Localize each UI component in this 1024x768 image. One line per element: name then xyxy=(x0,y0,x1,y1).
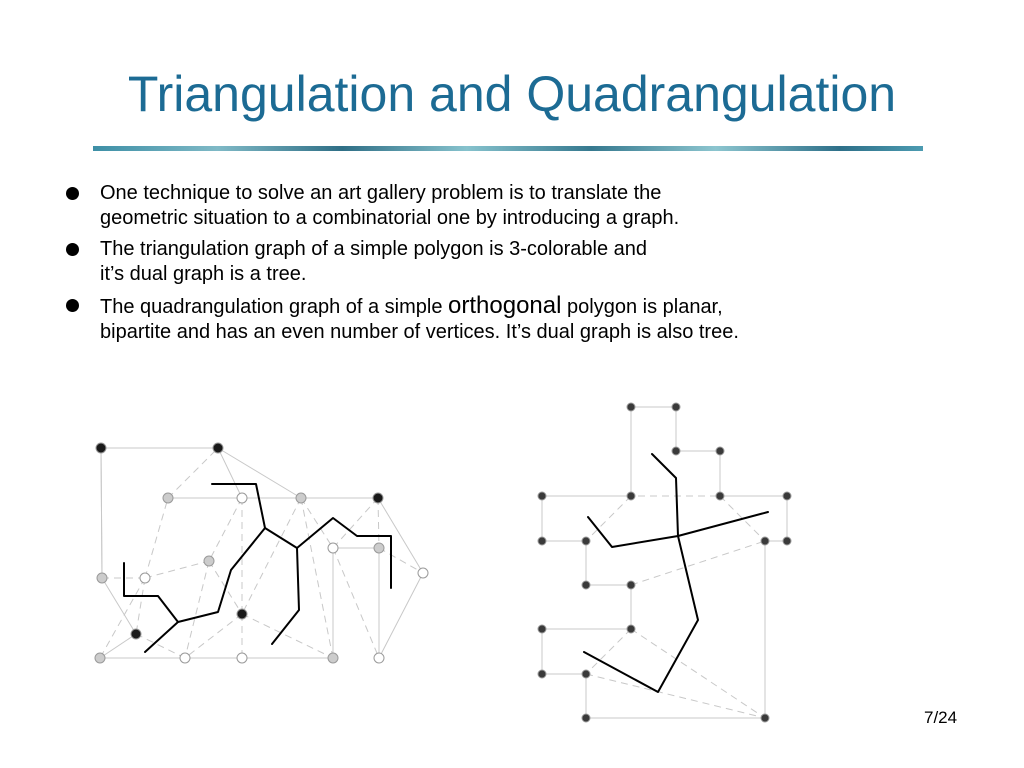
vertex-gray-icon xyxy=(163,493,173,503)
quadrangulation-diagonal xyxy=(586,629,631,674)
vertex-dark-icon xyxy=(627,403,635,411)
vertex-dark-icon xyxy=(627,492,635,500)
triangulation-diagonal xyxy=(242,498,301,614)
vertex-dark-icon xyxy=(582,581,590,589)
slide-title: Triangulation and Quadrangulation xyxy=(127,66,897,122)
triangulation-diagonal xyxy=(209,498,242,561)
vertex-dark-icon xyxy=(761,714,769,722)
vertex-dark-icon xyxy=(783,537,791,545)
triangulation-diagonal xyxy=(136,578,145,634)
triangulation-diagonal xyxy=(145,498,168,578)
bullet-text-line: The triangulation graph of a simple polygon is 3-colorable and xyxy=(100,238,648,260)
vertex-white-icon xyxy=(418,568,428,578)
quadrangulation-diagonal xyxy=(631,541,765,585)
triangulation-diagonal xyxy=(378,498,379,548)
vertex-dark-icon xyxy=(783,492,791,500)
vertex-dark-icon xyxy=(672,403,680,411)
dual-tree-edge xyxy=(584,536,698,692)
vertex-dark-icon xyxy=(672,447,680,455)
bullet-text-line: bipartite and has an even number of vertices. It’s dual graph is also tree. xyxy=(100,321,739,343)
triangulation-figure xyxy=(95,443,428,663)
vertex-white-icon xyxy=(374,653,384,663)
bullet-emphasis: orthogonal xyxy=(448,292,562,319)
polygon-edge xyxy=(542,407,787,718)
vertex-dark-icon xyxy=(716,492,724,500)
vertex-gray-icon xyxy=(374,543,384,553)
vertex-gray-icon xyxy=(97,573,107,583)
vertex-white-icon xyxy=(237,653,247,663)
vertex-gray-icon xyxy=(95,653,105,663)
bullet-text-line: geometric situation to a combinatorial one by introducing a graph. xyxy=(100,207,680,229)
dual-tree-edge xyxy=(652,454,678,536)
triangulation-diagonal xyxy=(145,561,209,578)
vertex-white-icon xyxy=(328,543,338,553)
quadrangulation-diagonal xyxy=(631,629,765,718)
triangulation-diagonal xyxy=(185,614,242,658)
vertex-black-icon xyxy=(373,493,383,503)
vertex-black-icon xyxy=(237,609,247,619)
triangulation-diagonal xyxy=(242,614,333,658)
polygon-edge xyxy=(100,448,423,658)
vertex-white-icon xyxy=(180,653,190,663)
quadrangulation-diagonal xyxy=(586,496,631,541)
quadrangulation-diagonal xyxy=(586,674,765,718)
polygon-edge xyxy=(101,448,102,578)
vertex-dark-icon xyxy=(538,670,546,678)
page-number: 7/24 xyxy=(924,708,958,727)
triangulation-diagonal xyxy=(379,548,423,573)
vertex-dark-icon xyxy=(582,670,590,678)
quadrangulation-figure xyxy=(538,403,791,722)
bullet-text-line: it’s dual graph is a tree. xyxy=(100,263,307,285)
vertex-gray-icon xyxy=(204,556,214,566)
vertex-gray-icon xyxy=(328,653,338,663)
vertex-black-icon xyxy=(131,629,141,639)
triangulation-diagonal xyxy=(168,448,218,498)
bullet-text-line: One technique to solve an art gallery problem is to translate the xyxy=(100,182,662,204)
triangulation-diagonal xyxy=(185,561,209,658)
bullet-text-segment: polygon is planar, xyxy=(561,296,723,318)
vertex-dark-icon xyxy=(538,625,546,633)
vertex-dark-icon xyxy=(627,625,635,633)
vertex-gray-icon xyxy=(296,493,306,503)
bullet-text-segment: The quadrangulation graph of a simple xyxy=(100,296,449,318)
dual-tree-edge xyxy=(178,528,299,644)
vertex-dark-icon xyxy=(627,581,635,589)
vertex-dark-icon xyxy=(538,537,546,545)
vertex-dark-icon xyxy=(761,537,769,545)
vertex-black-icon xyxy=(213,443,223,453)
vertex-dark-icon xyxy=(538,492,546,500)
vertex-white-icon xyxy=(140,573,150,583)
vertex-dark-icon xyxy=(716,447,724,455)
triangulation-diagonal xyxy=(333,548,379,658)
vertex-dark-icon xyxy=(582,714,590,722)
vertex-white-icon xyxy=(237,493,247,503)
vertex-black-icon xyxy=(96,443,106,453)
vertex-dark-icon xyxy=(582,537,590,545)
